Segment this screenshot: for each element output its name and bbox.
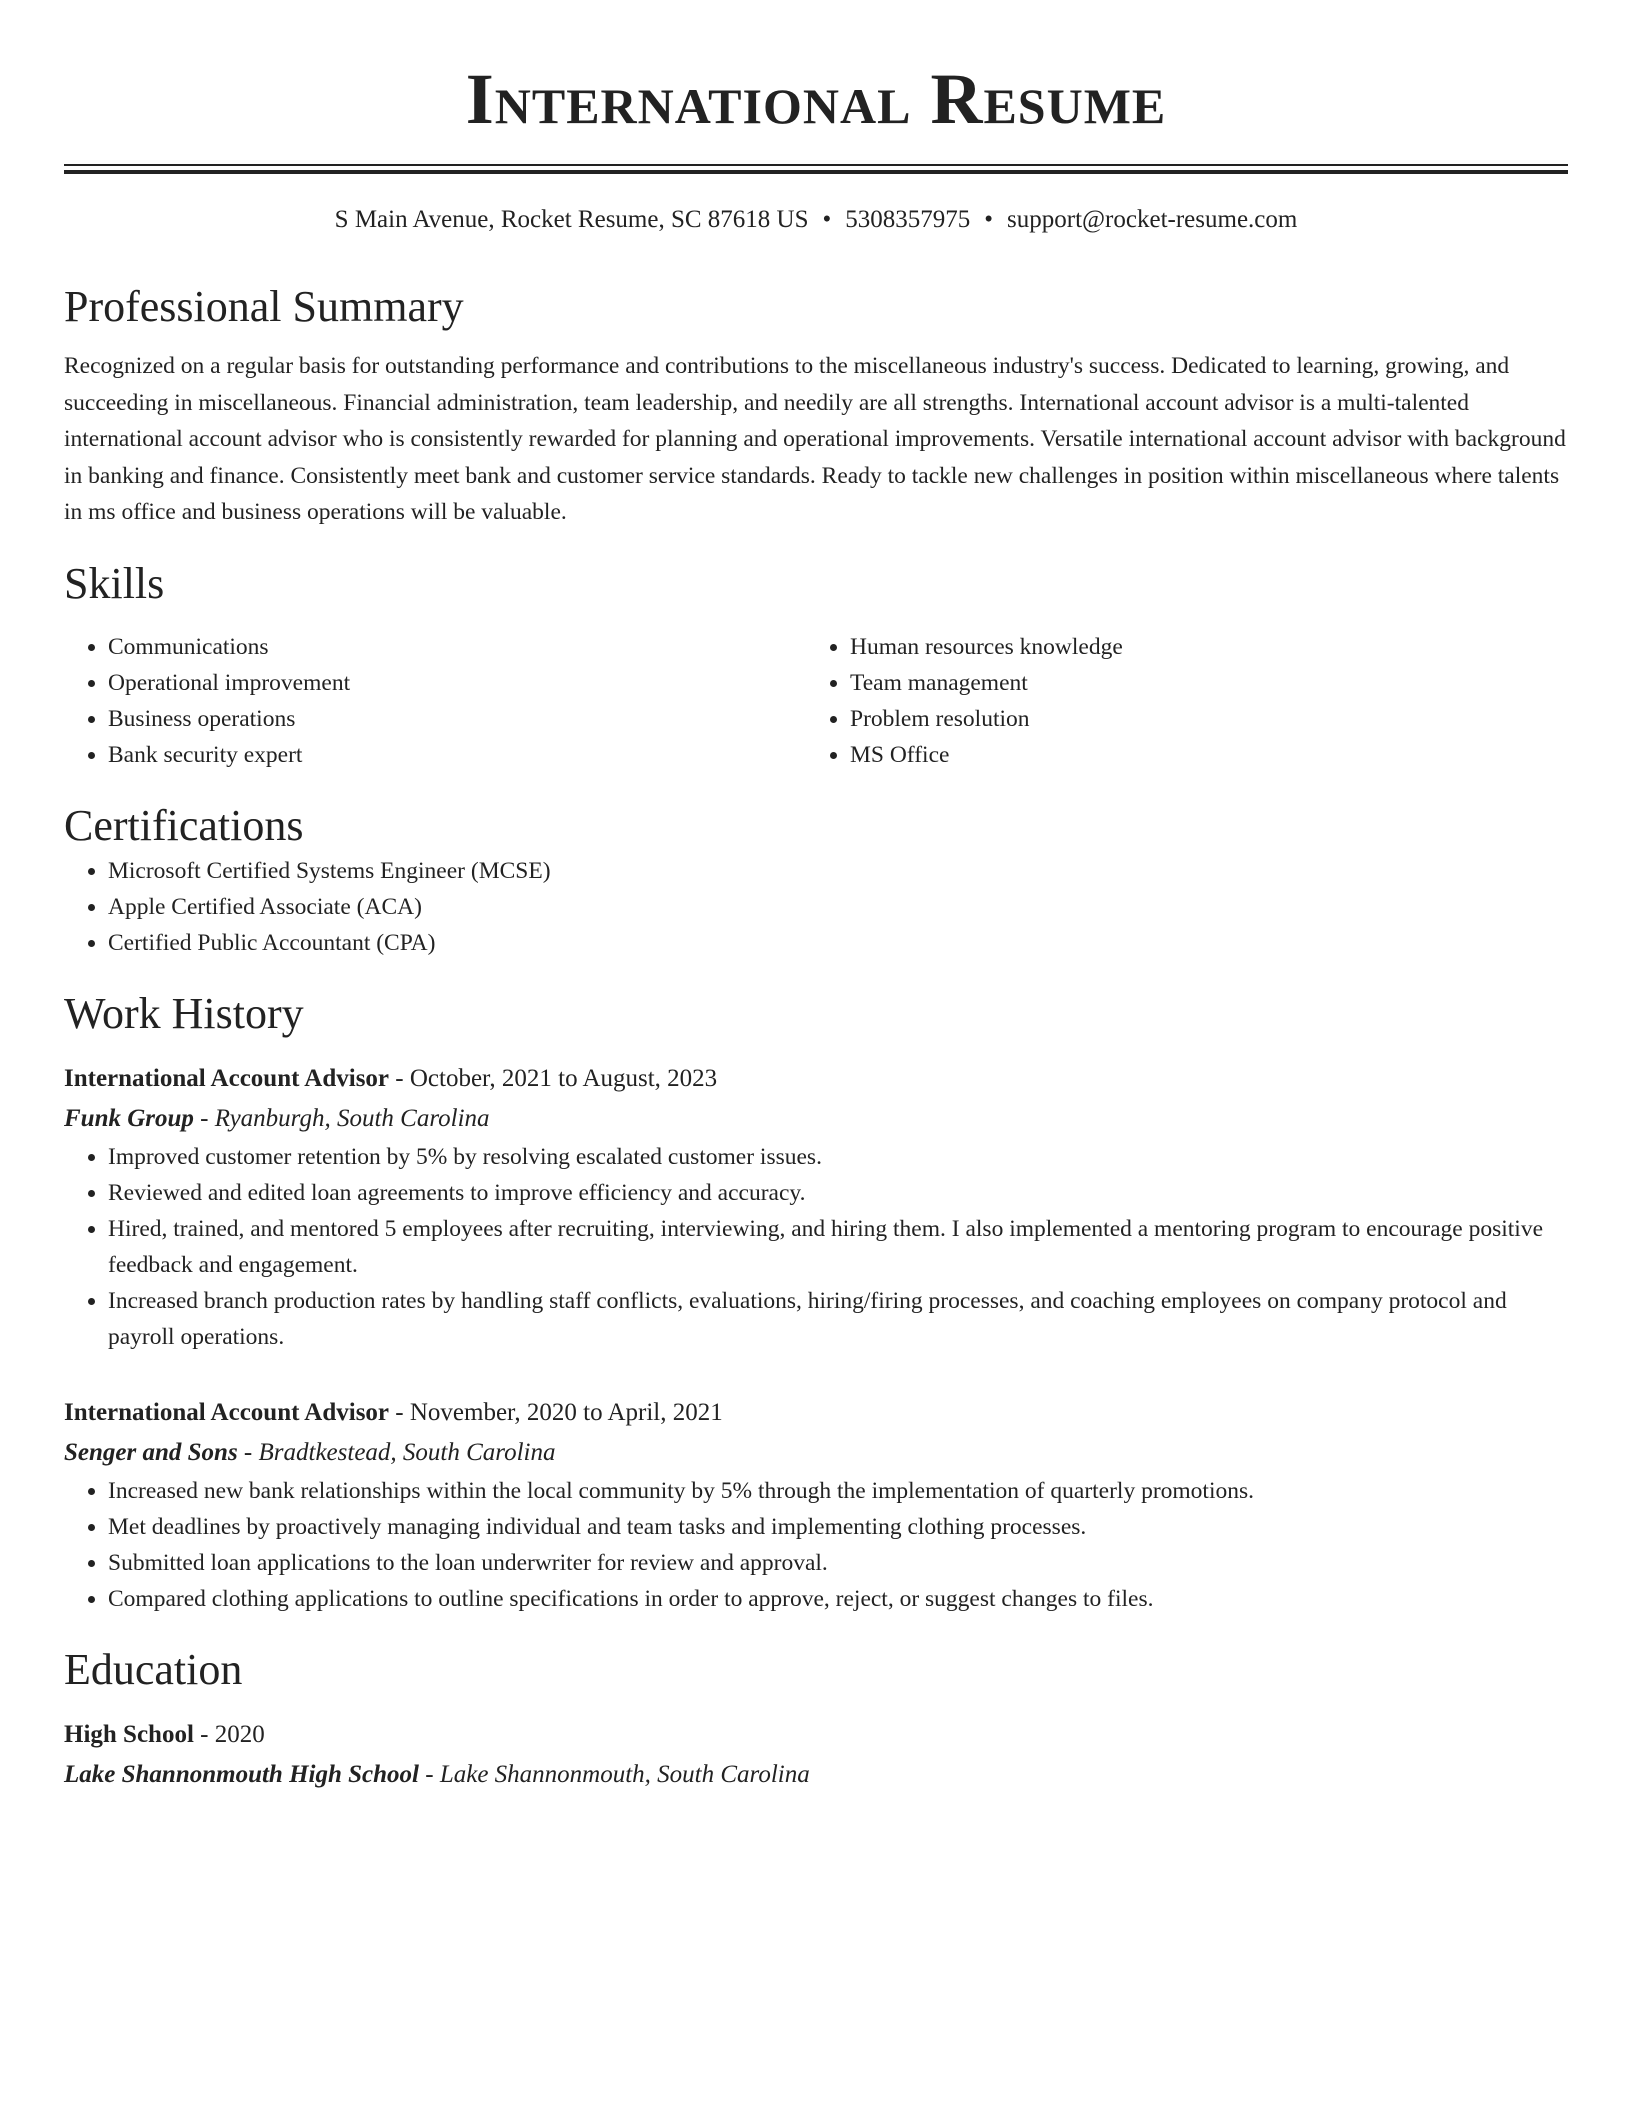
job-title-line — [64, 1393, 1568, 1433]
education-heading: Education — [64, 1644, 243, 1694]
company-name: Senger and Sons — [64, 1438, 238, 1466]
certifications-list — [64, 853, 1568, 961]
job-duty-item: • Reviewed and edited loan agreements to improve efficiency and accuracy. — [108, 1175, 1568, 1211]
degree-name: High School — [64, 1720, 194, 1748]
skills-column-left — [64, 629, 806, 773]
skill-item: • Team management — [850, 665, 1548, 701]
certification-item: • Microsoft Certified Systems Engineer (MCSE) — [108, 853, 1568, 889]
certification-item: • Certified Public Accountant (CPA) — [108, 925, 1568, 961]
job-title: International Account Advisor — [64, 1064, 390, 1092]
skills-list-left — [64, 629, 806, 773]
education-entry — [64, 1715, 1568, 1795]
certification-item: • Apple Certified Associate (ACA) — [108, 889, 1568, 925]
job-entry — [64, 1393, 1568, 1617]
skill-item: • Business operations — [108, 701, 806, 737]
job-dash: - — [395, 1064, 404, 1092]
job-dash: - — [395, 1398, 404, 1426]
skill-item: • MS Office — [850, 737, 1548, 773]
skill-item: • Problem resolution — [850, 701, 1548, 737]
job-duty-item: • Increased branch production rates by handling staff conflicts, evaluations, hiring/firing processes, and coaching employees on company protocol and payroll operations. — [108, 1283, 1568, 1355]
job-duty-item: • Submitted loan applications to the loan underwriter for review and approval. — [108, 1545, 1568, 1581]
job-dates: October, 2021 to August, 2023 — [409, 1064, 718, 1092]
skills-column-right — [806, 629, 1548, 773]
job-entry — [64, 1059, 1568, 1355]
skill-item: • Operational improvement — [108, 665, 806, 701]
summary-heading: Professional Summary — [64, 282, 464, 331]
contact-address: S Main Avenue, Rocket Resume, SC 87618 US — [334, 206, 809, 233]
job-duties-list — [64, 1139, 1568, 1355]
school-dash: - — [425, 1760, 434, 1788]
title-divider — [64, 164, 1568, 174]
contact-phone: 5308357975 — [845, 206, 971, 233]
company-dash: - — [200, 1104, 209, 1132]
company-name: Funk Group — [64, 1104, 194, 1132]
company-line — [64, 1099, 1568, 1139]
graduation-year: 2020 — [214, 1720, 265, 1748]
company-dash: - — [243, 1438, 253, 1466]
job-duty-item: • Hired, trained, and mentored 5 employees after recruiting, interviewing, and hiring them. I also implemented a mentoring program to encourage positive feedback and engagement. — [108, 1211, 1568, 1283]
company-location: Bradtkestead, South Carolina — [258, 1438, 556, 1466]
degree-line — [64, 1715, 1568, 1755]
job-title-line — [64, 1059, 1568, 1099]
contact-email: support@rocket-resume.com — [1007, 206, 1298, 233]
work-history-heading: Work History — [64, 988, 304, 1038]
summary-text: Recognized on a regular basis for outstanding performance and contributions to the miscellaneous industry's success. Dedicated to learning, growing, and succeeding in miscellaneous. Financial administration, team leadership, and needily are all strengths. International account advisor is a multi-talented international account advisor who is consistently rewarded for planning and operational improvements. Versatile international account advisor with background in banking and finance. Consistently meet bank and customer service standards. Ready to tackle new challenges in position within miscellaneous where talents in ms office and business operations will be valuable. — [64, 353, 1566, 525]
school-location: Lake Shannonmouth, South Carolina — [439, 1760, 810, 1788]
job-duties-list — [64, 1473, 1568, 1617]
job-dates: November, 2020 to April, 2021 — [409, 1398, 723, 1426]
school-line — [64, 1755, 1568, 1795]
company-line — [64, 1433, 1568, 1473]
contact-line — [64, 204, 1568, 236]
degree-dash: - — [200, 1720, 209, 1748]
school-name: Lake Shannonmouth High School — [64, 1760, 419, 1788]
company-location: Ryanburgh, South Carolina — [214, 1104, 490, 1132]
skill-item: • Communications — [108, 629, 806, 665]
skills-heading: Skills — [64, 558, 165, 608]
job-title: International Account Advisor — [64, 1398, 390, 1426]
job-duty-item: • Increased new bank relationships within the local community by 5% through the implementation of quarterly promotions. — [108, 1473, 1568, 1509]
resume-title: International Resume — [465, 59, 1167, 139]
job-duty-item: • Improved customer retention by 5% by resolving escalated customer issues. — [108, 1139, 1568, 1175]
skills-list-right — [806, 629, 1548, 773]
skill-item: • Human resources knowledge — [850, 629, 1548, 665]
contact-separator: • — [822, 206, 832, 233]
skill-item: • Bank security expert — [108, 737, 806, 773]
job-duty-item: • Met deadlines by proactively managing individual and team tasks and implementing clothing processes. — [108, 1509, 1568, 1545]
job-duty-item: • Compared clothing applications to outline specifications in order to approve, reject, or suggest changes to files. — [108, 1581, 1568, 1617]
contact-separator: • — [984, 206, 994, 233]
certifications-heading: Certifications — [64, 800, 304, 850]
skills-grid — [64, 629, 1568, 773]
